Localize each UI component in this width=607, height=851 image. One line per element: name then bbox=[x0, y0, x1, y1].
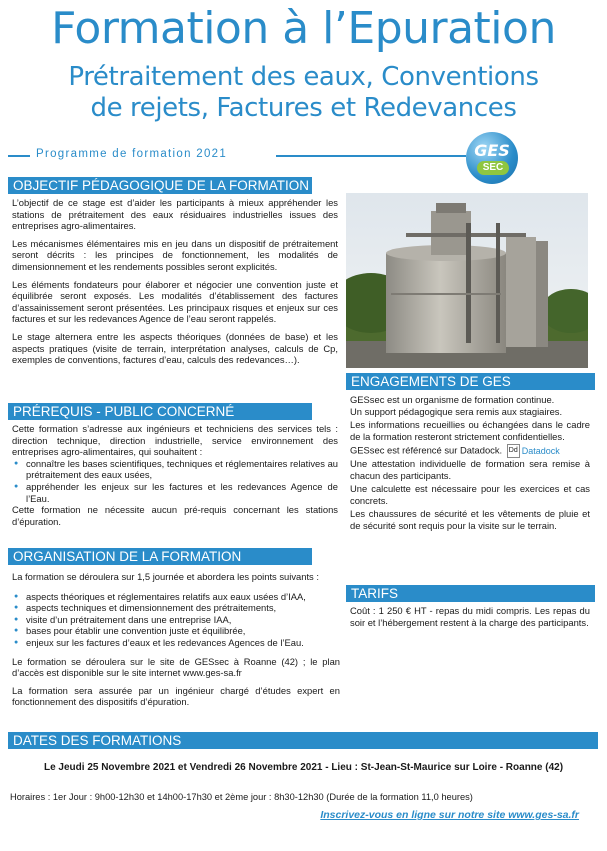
divider-right bbox=[276, 155, 466, 157]
hours-line: Horaires : 1er Jour : 9h00-12h30 et 14h00-17h30 et 2ème jour : 8h30-12h30 (Durée de la formation 11,0 heures) bbox=[10, 792, 473, 802]
prerequis-text bbox=[12, 423, 338, 533]
tarifs-text: Coût : 1 250 € HT - repas du midi compris. Les repas du soir et l’hébergement restent à la charge des participants. bbox=[350, 605, 590, 628]
objectif-paragraph: Le stage alternera entre les aspects théoriques (données de base) et les aspects pratiques (visite de terrain, interprétation analyses, calculs de Cp, exemples de conventions, factures d’eau, calculs des redevances…). bbox=[12, 330, 338, 366]
engagements-text bbox=[350, 394, 590, 532]
engagement-item: GESsec est un organisme de formation continue. bbox=[350, 394, 555, 405]
organisation-assure: La formation sera assurée par un ingénieur chargé d’études expert en fonctionnement des dispositifs d’épuration. bbox=[12, 684, 340, 708]
engagement-item: Les chaussures de sécurité et les vêtements de pluie et de sécurité sont requis pour la visite sur le terrain. bbox=[350, 507, 590, 532]
objectif-paragraph: L’objectif de ce stage est d’aider les participants à mieux appréhender les stations de prétraitement des eaux résiduaires industrielles issues des entreprises agro-alimentaires. bbox=[12, 197, 338, 232]
list-item: ● connaître les bases scientifiques, techniques et réglementaires relatives au prétraitement des eaux usées, bbox=[26, 458, 338, 481]
list-item: ● appréhender les enjeux sur les factures et les redevances Agence de l’Eau. bbox=[26, 481, 338, 504]
prerequis-intro: Cette formation s’adresse aux ingénieurs et techniciens des services tels : direction technique, direction industrielle, service environnement des entreprises agro-alimentaires, qui souhaitent : bbox=[12, 423, 338, 458]
engagement-item: Les informations recueillies ou échangées dans le cadre de la formation resteront strictement confidentielles. bbox=[350, 418, 590, 443]
objectif-paragraph: Les mécanismes élémentaires mis en jeu dans un dispositif de prétraitement seront décrits : les principes de fonctionnement, les modalités de dimensionnement et les rendements possibles seront explicités. bbox=[12, 237, 338, 272]
divider-left bbox=[8, 155, 30, 157]
prerequis-outro: Cette formation ne nécessite aucun pré-requis concernant les stations d’épuration. bbox=[12, 504, 338, 527]
subtitle-line-2: de rejets, Factures et Redevances bbox=[90, 93, 517, 123]
section-heading-organisation: ORGANISATION DE LA FORMATION bbox=[8, 548, 312, 565]
section-heading-dates: DATES DES FORMATIONS bbox=[8, 732, 598, 749]
engagement-item: Une calculette est nécessaire pour les exercices et cas concrets. bbox=[350, 482, 590, 507]
register-link[interactable]: Inscrivez-vous en ligne sur notre site www.ges-sa.fr bbox=[320, 809, 579, 821]
dates-line: Le Jeudi 25 Novembre 2021 et Vendredi 26 Novembre 2021 - Lieu : St-Jean-St-Maurice sur Loire - Roanne (42) bbox=[43, 762, 564, 773]
prerequis-list bbox=[12, 458, 338, 504]
programme-label: Programme de formation 2021 bbox=[32, 148, 231, 160]
engagement-item: GESsec est référencé sur Datadock. bbox=[350, 444, 503, 456]
engagement-item: Un support pédagogique sera remis aux stagiaires. bbox=[350, 406, 563, 418]
datadock-icon: Dd bbox=[507, 444, 520, 458]
ges-logo bbox=[466, 132, 518, 184]
section-heading-tarifs: TARIFS bbox=[346, 585, 595, 602]
engagement-item-datadock bbox=[350, 444, 590, 458]
treatment-station-photo bbox=[346, 193, 588, 368]
list-item: ● visite d’un prétraitement dans une entreprise IAA, bbox=[26, 614, 340, 626]
section-heading-prerequis: PRÉREQUIS - PUBLIC CONCERNÉ bbox=[8, 403, 312, 420]
logo-sec-text: SEC bbox=[477, 161, 509, 175]
list-item: ● aspects techniques et dimensionnement des prétraitements, bbox=[26, 602, 340, 614]
engagement-item: Une attestation individuelle de formation sera remise à chacun des participants. bbox=[350, 458, 590, 482]
section-heading-engagements: ENGAGEMENTS DE GES bbox=[346, 373, 595, 390]
page-title: Formation à l’Epuration bbox=[51, 3, 556, 54]
datadock-logo-text: Datadock bbox=[521, 445, 560, 456]
section-heading-objectif: OBJECTIF PÉDAGOGIQUE DE LA FORMATION bbox=[8, 177, 312, 194]
organisation-intro: La formation se déroulera sur 1,5 journée et abordera les points suivants : bbox=[12, 571, 319, 582]
organisation-list bbox=[12, 591, 340, 649]
list-item: ● enjeux sur les factures d’eaux et les redevances Agences de l’Eau. bbox=[26, 637, 340, 649]
organisation-text bbox=[12, 571, 340, 714]
logo-ges-text: GES bbox=[474, 141, 510, 160]
subtitle-line-1: Prétraitement des eaux, Conventions bbox=[68, 62, 539, 92]
organisation-lieu: Le formation se déroulera sur le site de GESsec à Roanne (42) ; le plan d’accès est disponible sur le site internet www.ges-sa.fr bbox=[12, 655, 340, 679]
list-item: ● bases pour établir une convention juste et équilibrée, bbox=[26, 625, 340, 637]
objectif-text bbox=[12, 197, 338, 372]
objectif-paragraph: Les éléments fondateurs pour élaborer et négocier une convention juste et équilibrée seront exposés. Les modalités d’établissement des factures d’assainissement seront présentées. Les principaux risques et enjeux sur ces factures et sur les redevances Agence de l’eau seront rappelés. bbox=[12, 278, 338, 325]
list-item: ● aspects théoriques et réglementaires relatifs aux eaux usées d’IAA, bbox=[26, 591, 340, 603]
page-subtitle bbox=[0, 62, 607, 124]
